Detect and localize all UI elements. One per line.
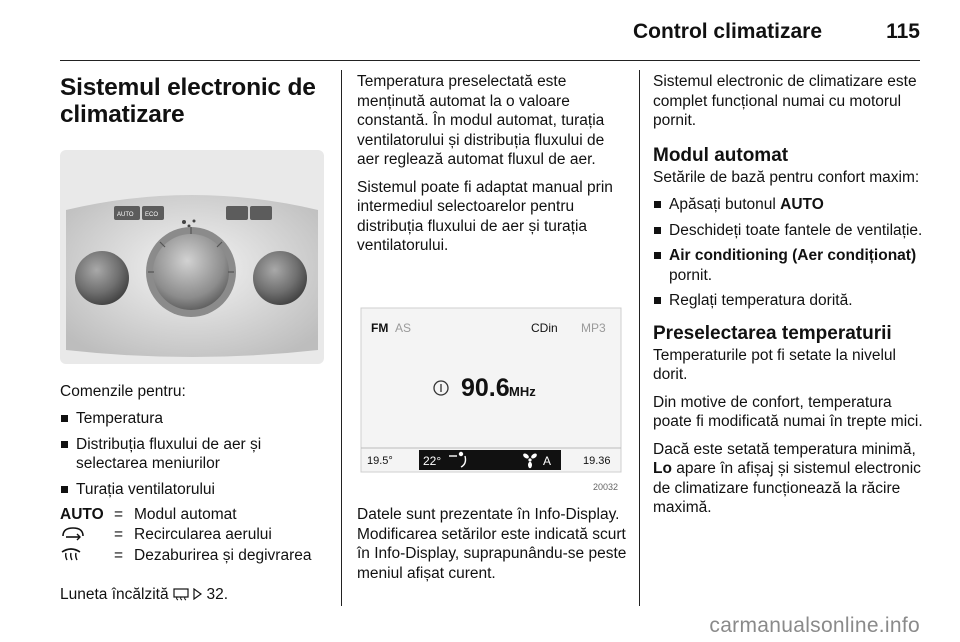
list-item: Distribuția fluxului de aer și selectarea meniurilor (60, 435, 328, 474)
legend-equals: = (114, 506, 124, 523)
display-frequency-unit: MHz (509, 383, 536, 399)
controls-legend (60, 505, 311, 567)
paragraph: Din motive de confort, temperatura poate fi modificată numai în trepte mici. (653, 393, 923, 430)
legend-equals: = (114, 526, 124, 543)
display-clock: 19.36 (583, 454, 611, 467)
page-header-title: Control climatizare (632, 20, 822, 43)
paragraph: Temperatura preselectată este menținută automat la o valoare constantă. În modul automat, turația ventilatorului și distribuția fluxului de aer reglează automat fluxul de aer. (357, 73, 605, 168)
list-item: Reglați temperatura dorită. (653, 291, 925, 311)
column-divider-right (639, 70, 640, 606)
list-item: Turația ventilatorului (60, 480, 328, 500)
display-set-temp: 22° (423, 453, 442, 468)
legend-equals: = (114, 547, 124, 564)
rear-window-heater-icon (173, 587, 189, 601)
page-reference: 32. (206, 586, 229, 603)
temperature-knob (75, 251, 129, 305)
legend-desc: Dezaburirea și degivrarea (134, 547, 312, 564)
eco-button-label: ECO (145, 212, 159, 218)
air-conditioning-ref: Air conditioning (Aer condiționat) (669, 247, 917, 264)
info-display-figure (357, 284, 625, 494)
paragraph: Setările de bază pentru confort maxim: (653, 168, 920, 186)
column-3 (653, 72, 925, 526)
auto-button-label: AUTO (117, 212, 134, 218)
fan-speed-knob (253, 251, 307, 305)
rear-window-label: Luneta încălzită (60, 586, 169, 603)
display-mp3-label: MP3 (581, 320, 606, 335)
column-divider-left (341, 70, 342, 606)
display-fm-label: FM (371, 320, 389, 335)
display-frequency: 90.6 (461, 373, 510, 402)
climate-control-panel-figure (60, 150, 324, 364)
paragraph: Sistemul poate fi adaptat manual prin intermediul selectoarelor pentru distribuția fluxului de aer și turația ventilatorului. (357, 178, 613, 254)
display-cdin-label: CDin (531, 320, 558, 335)
display-as-label: AS (395, 320, 412, 335)
controls-list (60, 409, 328, 499)
display-fan-mode: A (543, 453, 552, 468)
legend-desc: Recircularea aerului (134, 526, 272, 543)
legend-desc: Modul automat (134, 506, 237, 523)
column-1 (60, 72, 328, 613)
controls-intro: Comenzile pentru: (60, 382, 186, 400)
paragraph: Temperaturile pot fi setate la nivelul dorit. (653, 346, 896, 383)
legend-row (60, 546, 311, 567)
auto-button-ref: AUTO (780, 196, 824, 213)
rear-window-note (60, 585, 328, 605)
lo-indicator: Lo (653, 460, 672, 477)
column-2 (357, 72, 629, 591)
watermark: carmanualsonline.info (709, 614, 920, 637)
paragraph: Datele sunt prezentate în Info-Display. Modificarea setărilor este indicată scurt în Info-Display, suprapunându-se peste meniul afișat curent. (357, 506, 627, 582)
list-item: Deschideți toate fantele de ventilație. (653, 221, 925, 241)
list-item: Air conditioning (Aer condiționat) pornit. (653, 246, 925, 285)
figure-number: 20032 (593, 481, 619, 492)
defrost-icon (60, 546, 82, 562)
subheading-auto-mode: Modul automat (653, 144, 789, 166)
air-distribution-knob (153, 234, 229, 310)
display-outside-temp: 19.5° (367, 454, 393, 467)
header-rule (60, 60, 920, 61)
page-number: 115 (886, 20, 920, 43)
legend-row (60, 505, 311, 525)
recirculation-icon (60, 525, 86, 541)
paragraph: Sistemul electronic de climatizare este complet funcțional numai cu motorul pornit. (653, 73, 917, 129)
subheading-temperature-preselection: Preselectarea temperaturii (653, 322, 892, 344)
list-item: Temperatura (60, 409, 328, 429)
legend-row (60, 525, 311, 546)
list-item: Apăsați butonul AUTO (653, 195, 925, 215)
legend-key-auto: AUTO (60, 506, 104, 523)
auto-mode-steps (653, 195, 925, 311)
section-heading: Sistemul electronic de climatizare (60, 74, 316, 128)
page-reference-arrow-icon (193, 588, 202, 600)
paragraph: Dacă este setată temperatura minimă, Lo apare în afișaj și sistemul electronic de climatizare funcționează la răcire maximă. (653, 440, 921, 516)
